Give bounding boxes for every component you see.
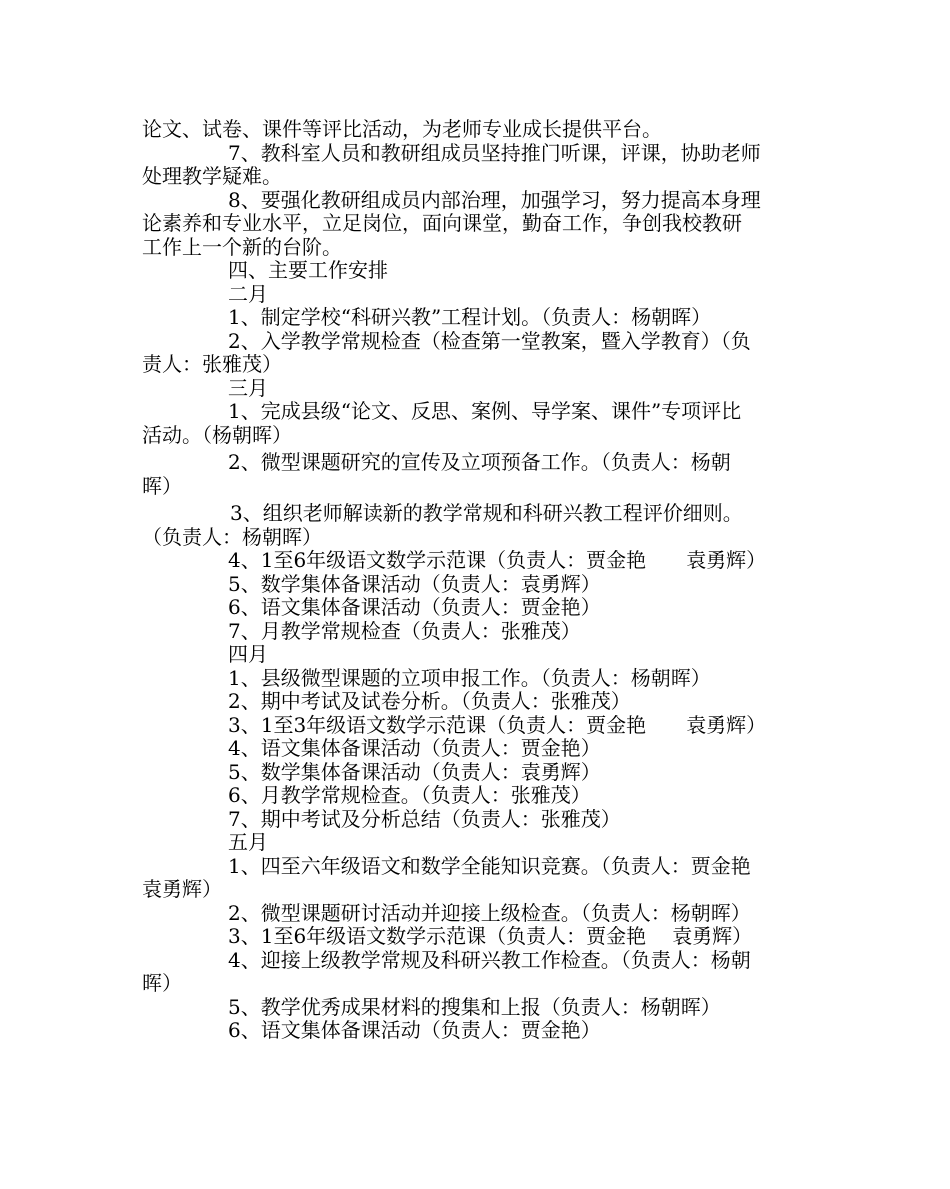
list-item xyxy=(142,925,812,949)
list-item-continuation: 活动。（杨朝晖） xyxy=(142,422,292,447)
list-item: 3、组织老师解读新的教学常规和科研兴教工程评价细则。 xyxy=(230,501,743,525)
paragraph-line: 论素养和专业水平，立足岗位，面向课堂，勤奋工作，争创我校教研 xyxy=(142,211,742,235)
list-item-text: 袁勇辉） xyxy=(686,548,767,572)
list-item: 2、微型课题研究的宣传及立项预备工作。（负责人：杨朝 xyxy=(228,450,731,474)
list-item: 4、语文集体备课活动（负责人：贾金艳） xyxy=(228,736,601,760)
list-item: 2、入学教学常规检查（检查第一堂教案，暨入学教育）（负 xyxy=(228,328,751,353)
section-heading: 四、主要工作安排 xyxy=(228,258,388,282)
list-item xyxy=(142,549,812,573)
list-item: 4、迎接上级教学常规及科研兴教工作检查。（负责人：杨朝 xyxy=(228,947,751,972)
month-heading: 五月 xyxy=(228,830,268,854)
paragraph-line: 论文、试卷、课件等评比活动，为老师专业成长提供平台。 xyxy=(142,117,662,141)
list-item-continuation: 晖） xyxy=(142,971,182,995)
list-item: 5、教学优秀成果材料的搜集和上报（负责人：杨朝晖） xyxy=(228,994,721,1019)
list-item: 1、完成县级“论文、反思、案例、导学案、课件”专项评比 xyxy=(228,399,742,423)
list-item: 2、期中考试及试卷分析。（负责人：张雅茂） xyxy=(228,689,631,713)
month-heading: 二月 xyxy=(228,281,268,306)
paragraph-line: 7、教科室人员和教研组成员坚持推门听课，评课，协助老师 xyxy=(228,140,761,165)
list-item: 6、月教学常规检查。（负责人：张雅茂） xyxy=(228,783,591,807)
paragraph-line: 处理教学疑难。 xyxy=(142,164,282,188)
document-page xyxy=(142,118,812,1043)
list-item-continuation: 袁勇辉） xyxy=(142,877,222,901)
list-item-continuation: （负责人：杨朝晖） xyxy=(142,524,322,549)
list-item: 7、月教学常规检查（负责人：张雅茂） xyxy=(228,618,581,643)
list-item: 5、数学集体备课活动（负责人：袁勇辉） xyxy=(228,571,601,596)
list-item: 2、微型课题研讨活动并迎接上级检查。（负责人：杨朝晖） xyxy=(228,900,751,925)
list-item: 1、四至六年级语文和数学全能知识竞赛。（负责人：贾金艳 xyxy=(228,853,751,878)
list-item: 7、期中考试及分析总结（负责人：张雅茂） xyxy=(228,806,621,831)
list-item: 6、语文集体备课活动（负责人：贾金艳） xyxy=(228,595,601,619)
list-item-text: 袁勇辉） xyxy=(672,924,753,948)
list-item-text: 3、1至6年级语文数学示范课（负责人：贾金艳 xyxy=(228,924,647,948)
paragraph-line: 8、要强化教研组成员内部治理，加强学习，努力提高本身理 xyxy=(228,187,761,212)
list-item: 6、语文集体备课活动（负责人：贾金艳） xyxy=(228,1018,601,1042)
list-item: 1、制定学校“科研兴教”工程计划。（负责人：杨朝晖） xyxy=(228,305,712,329)
list-item: 1、县级微型课题的立项申报工作。（负责人：杨朝晖） xyxy=(228,665,711,690)
list-item-continuation: 晖） xyxy=(142,473,182,498)
list-item: 5、数学集体备课活动（负责人：袁勇辉） xyxy=(228,759,601,784)
paragraph-line: 工作上一个新的台阶。 xyxy=(142,234,342,259)
list-item xyxy=(142,714,812,738)
list-item-text: 4、1至6年级语文数学示范课（负责人：贾金艳 xyxy=(228,548,647,572)
month-heading: 四月 xyxy=(228,642,268,666)
list-item-text: 3、1至3年级语文数学示范课（负责人：贾金艳 xyxy=(228,712,647,737)
month-heading: 三月 xyxy=(228,375,268,400)
list-item-continuation: 责人：张雅茂） xyxy=(142,352,282,376)
list-item-text: 袁勇辉） xyxy=(686,712,767,737)
